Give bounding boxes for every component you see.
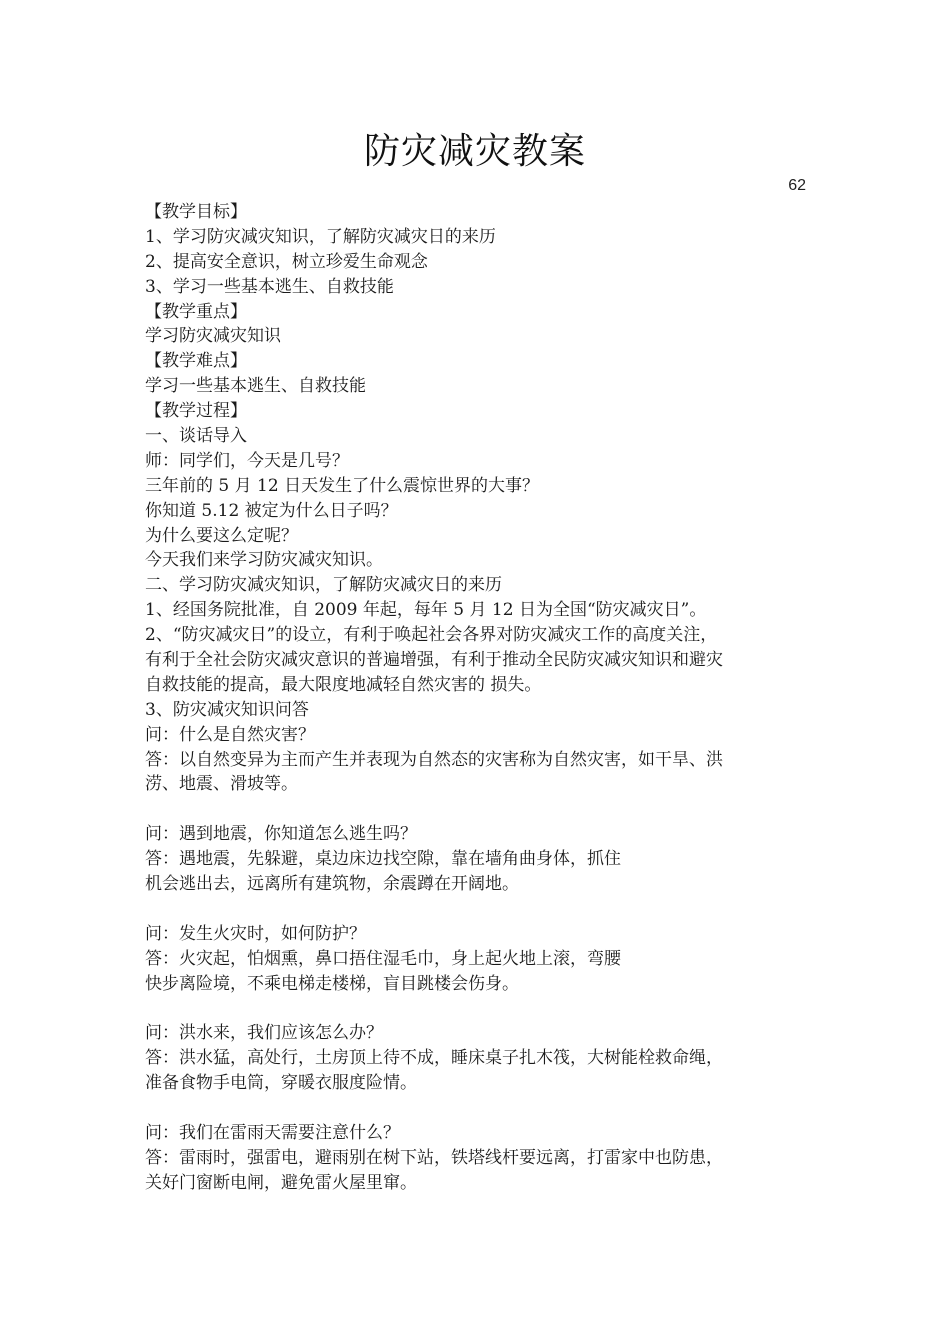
text-line: 问：遇到地震，你知道怎么逃生吗？ [145, 824, 417, 845]
text-line: 问：洪水来，我们应该怎么办？ [145, 1023, 383, 1044]
text-line: 二、学习防灾减灾知识，了解防灾减灾日的来历 [145, 575, 502, 596]
text-line: 3、防灾减灾知识问答 [145, 699, 309, 720]
text-line: 2、提高安全意识，树立珍爱生命观念 [145, 251, 428, 272]
text-line: 学习一些基本逃生、自救技能 [145, 376, 366, 397]
text-line: 涝、地震、滑坡等。 [145, 774, 298, 795]
text-line: 答：以自然变异为主而产生并表现为自然态的灾害称为自然灾害，如干旱、洪 [145, 749, 723, 770]
text-line: 1、学习防灾减灾知识，了解防灾减灾日的来历 [145, 226, 496, 247]
text-line: 一、谈话导入 [145, 426, 247, 447]
text-line: 问：我们在雷雨天需要注意什么？ [145, 1122, 400, 1143]
text-line: 【教学目标】 [145, 202, 247, 222]
text-line: 机会逃出去，远离所有建筑物，余震蹲在开阔地。 [145, 874, 519, 895]
text-line: 有利于全社会防灾减灾意识的普遍增强，有利于推动全民防灾减灾知识和避灾 [145, 650, 723, 671]
text-line: 【教学过程】 [145, 401, 247, 422]
document-title: 防灾减灾教案 [363, 131, 586, 172]
text-line: 问：什么是自然灾害？ [145, 724, 315, 745]
text-line: 今天我们来学习防灾减灾知识。 [145, 550, 383, 571]
text-line: 2、“防灾减灾日”的设立，有利于唤起社会各界对防灾减灾工作的高度关注， [145, 625, 718, 646]
text-line: 准备食物手电筒，穿暖衣服度险情。 [145, 1073, 417, 1094]
text-line: 为什么要这么定呢？ [145, 525, 298, 546]
text-line: 答：洪水猛，高处行，土房顶上待不成，睡床桌子扎木筏，大树能栓救命绳， [145, 1048, 723, 1069]
blank-line [145, 897, 805, 922]
text-line: 【教学重点】 [145, 301, 247, 322]
text-line: 三年前的 5 月 12 日天发生了什么震惊世界的大事？ [145, 475, 540, 496]
text-line: 答：雷雨时，强雷电，避雨别在树下站，铁塔线杆要远离，打雷家中也防患， [145, 1147, 723, 1168]
text-line: 你知道 5.12 被定为什么日子吗？ [145, 500, 398, 521]
text-line: 学习防灾减灾知识 [145, 326, 281, 347]
text-line: 3、学习一些基本逃生、自救技能 [145, 276, 394, 297]
text-line: 自救技能的提高，最大限度地减轻自然灾害的 损失。 [145, 674, 542, 695]
text-line: 快步离险境，不乘电梯走楼梯，盲目跳楼会伤身。 [145, 973, 519, 994]
text-line: 问：发生火灾时，如何防护？ [145, 923, 366, 944]
document-body [145, 200, 805, 1196]
page-number: 62 [788, 177, 806, 194]
blank-line [145, 1096, 805, 1121]
text-line: 关好门窗断电闸，避免雷火屋里窜。 [145, 1172, 417, 1193]
blank-line [145, 797, 805, 822]
text-line: 答：遇地震，先躲避，桌边床边找空隙，靠在墙角曲身体，抓住 [145, 849, 621, 870]
text-line: 【教学难点】 [145, 351, 247, 372]
blank-line [145, 997, 805, 1022]
text-line: 师：同学们，今天是几号？ [145, 450, 349, 471]
text-line: 答：火灾起，怕烟熏，鼻口捂住湿毛巾，身上起火地上滚，弯腰 [145, 948, 621, 969]
text-line: 1、经国务院批准，自 2009 年起，每年 5 月 12 日为全国“防灾减灾日”。 [145, 600, 707, 621]
